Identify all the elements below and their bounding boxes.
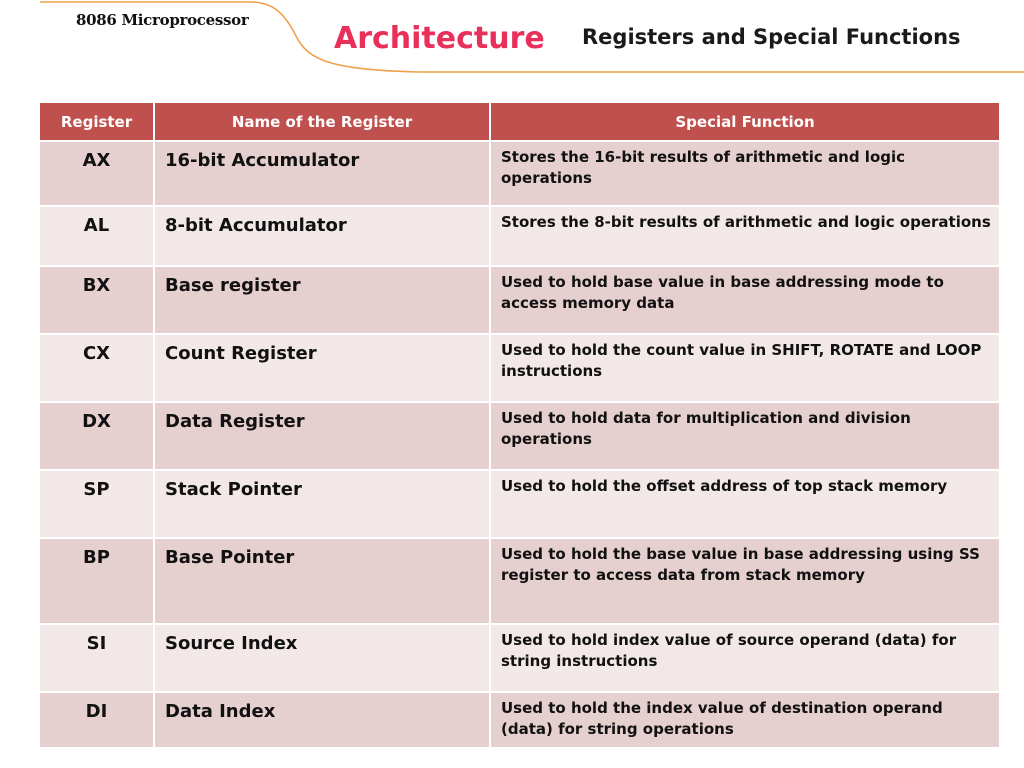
special-function-cell: Used to hold index value of source operand (data) for string instructions — [490, 624, 1000, 692]
table-row — [39, 470, 1000, 538]
register-name-cell: Data Register — [154, 402, 490, 470]
special-function-cell: Used to hold base value in base addressing mode to access memory data — [490, 266, 1000, 334]
register-cell: CX — [39, 334, 154, 402]
register-cell: AX — [39, 141, 154, 206]
table-row — [39, 692, 1000, 748]
column-header-name: Name of the Register — [154, 102, 490, 141]
register-cell: SP — [39, 470, 154, 538]
special-function-cell: Stores the 8-bit results of arithmetic and logic operations — [490, 206, 1000, 266]
register-cell: AL — [39, 206, 154, 266]
special-function-cell: Used to hold the base value in base addressing using SS register to access data from stack memory — [490, 538, 1000, 624]
register-cell: BX — [39, 266, 154, 334]
register-name-cell: Base Pointer — [154, 538, 490, 624]
slide-title: Architecture — [334, 21, 545, 56]
register-cell: SI — [39, 624, 154, 692]
register-cell: BP — [39, 538, 154, 624]
table-row — [39, 266, 1000, 334]
register-name-cell: 8-bit Accumulator — [154, 206, 490, 266]
column-header-special-function: Special Function — [490, 102, 1000, 141]
column-header-register: Register — [39, 102, 154, 141]
register-cell: DI — [39, 692, 154, 748]
register-cell: DX — [39, 402, 154, 470]
registers-table — [38, 101, 1001, 749]
register-name-cell: Count Register — [154, 334, 490, 402]
special-function-cell: Stores the 16-bit results of arithmetic and logic operations — [490, 141, 1000, 206]
register-name-cell: Data Index — [154, 692, 490, 748]
table-row — [39, 624, 1000, 692]
slide-subtitle: Registers and Special Functions — [582, 25, 961, 49]
register-name-cell: Base register — [154, 266, 490, 334]
register-name-cell: 16-bit Accumulator — [154, 141, 490, 206]
special-function-cell: Used to hold the offset address of top stack memory — [490, 470, 1000, 538]
special-function-cell: Used to hold the index value of destination operand (data) for string operations — [490, 692, 1000, 748]
special-function-cell: Used to hold the count value in SHIFT, ROTATE and LOOP instructions — [490, 334, 1000, 402]
register-name-cell: Source Index — [154, 624, 490, 692]
table-row — [39, 538, 1000, 624]
table-row — [39, 402, 1000, 470]
table-row — [39, 141, 1000, 206]
table-row — [39, 334, 1000, 402]
register-name-cell: Stack Pointer — [154, 470, 490, 538]
special-function-cell: Used to hold data for multiplication and division operations — [490, 402, 1000, 470]
table-header-row — [39, 102, 1000, 141]
table-row — [39, 206, 1000, 266]
course-title: 8086 Microprocessor — [76, 11, 249, 29]
